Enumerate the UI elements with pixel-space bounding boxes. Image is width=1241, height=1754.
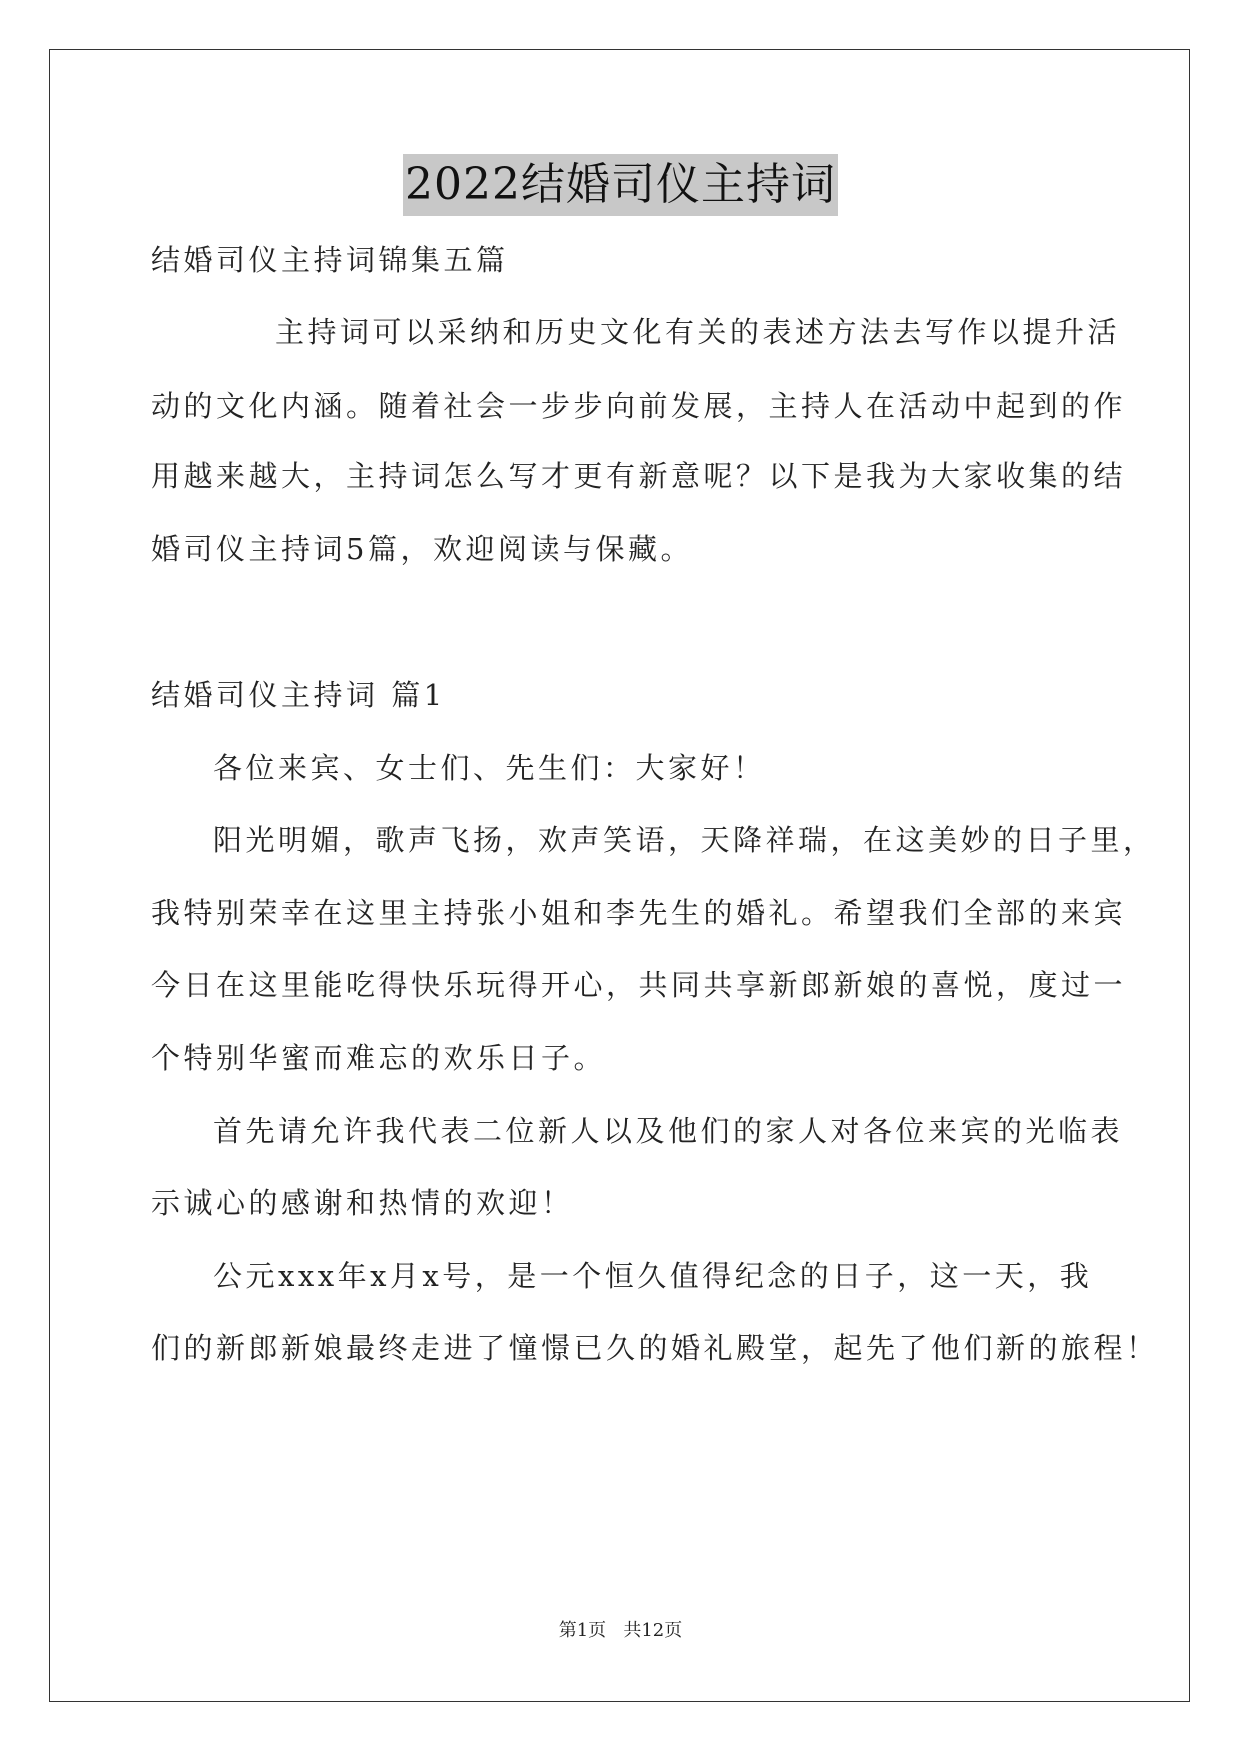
intro-line-1: 主持词可以采纳和历史文化有关的表述方法去写作以提升活 <box>275 315 1121 349</box>
body-line-7: 示诚心的感谢和热情的欢迎！ <box>151 1186 574 1220</box>
body-line-5: 个特别华蜜而难忘的欢乐日子。 <box>151 1041 607 1075</box>
document-title: 2022结婚司仪主持词 <box>403 154 838 216</box>
document-subtitle: 结婚司仪主持词锦集五篇 <box>151 243 509 277</box>
body-line-6: 首先请允许我代表二位新人以及他们的家人对各位来宾的光临表 <box>213 1114 1124 1148</box>
page-border <box>49 49 1190 1702</box>
body-line-2: 阳光明媚，歌声飞扬，欢声笑语，天降祥瑞，在这美妙的日子里， <box>213 823 1156 857</box>
intro-line-2: 动的文化内涵。随着社会一步步向前发展，主持人在活动中起到的作 <box>151 389 1127 423</box>
body-line-3: 我特别荣幸在这里主持张小姐和李先生的婚礼。希望我们全部的来宾 <box>151 896 1127 930</box>
intro-line-3: 用越来越大，主持词怎么写才更有新意呢？以下是我为大家收集的结 <box>151 459 1127 493</box>
page-footer: 第1页 共12页 <box>558 1620 683 1641</box>
title-container <box>0 154 1241 216</box>
body-line-1: 各位来宾、女士们、先生们：大家好！ <box>213 751 766 785</box>
intro-line-4: 婚司仪主持词5篇，欢迎阅读与保藏。 <box>151 532 693 566</box>
body-line-9: 们的新郎新娘最终走进了憧憬已久的婚礼殿堂，起先了他们新的旅程！ <box>151 1331 1159 1365</box>
body-line-4: 今日在这里能吃得快乐玩得开心，共同共享新郎新娘的喜悦，度过一 <box>151 968 1127 1002</box>
body-line-8: 公元xxx年x月x号，是一个恒久值得纪念的日子，这一天，我 <box>213 1259 1093 1293</box>
section-heading: 结婚司仪主持词 篇1 <box>151 678 446 712</box>
